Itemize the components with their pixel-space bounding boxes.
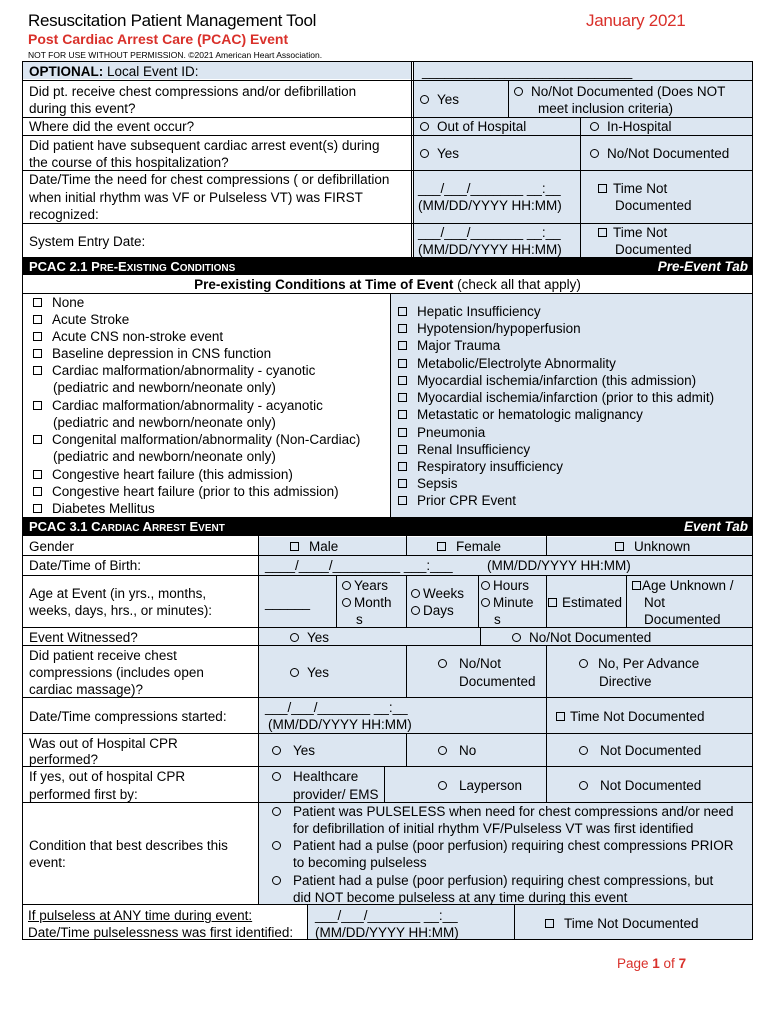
comp-no-radio[interactable]: No/Not xyxy=(438,655,501,672)
comp-yes-radio[interactable]: Yes xyxy=(290,664,329,681)
first-by-hcp-text-2: provider/ EMS xyxy=(293,787,379,802)
condition-acute-stroke-checkbox[interactable]: Acute Stroke xyxy=(33,311,129,328)
comp-label-2: compressions (includes open xyxy=(29,665,204,680)
age-months-radio[interactable]: Month xyxy=(342,594,392,611)
oh-cpr-label: Was out of Hospital CPR xyxy=(29,736,178,751)
age-label-2: weeks, days, hrs., or minutes): xyxy=(29,603,213,618)
condition-text: did NOT become pulseless at any time during this event xyxy=(293,890,628,905)
condition-diabetes-checkbox[interactable]: Diabetes Mellitus xyxy=(33,500,155,517)
comp-start-field[interactable]: ___/___/_______ __:__ xyxy=(265,700,408,715)
age-minutes-radio[interactable]: Minute xyxy=(481,594,534,611)
section-2-1-title: PCAC 2.1 PRE-EXISTING CONDITIONS xyxy=(29,259,236,274)
age-hours-radio[interactable]: Hours xyxy=(481,577,529,594)
event-tab-link[interactable]: Event Tab xyxy=(683,519,748,534)
comp-no-text-2: Documented xyxy=(459,674,536,689)
pulseless-datetime-field[interactable]: ___/___/_______ __:__ xyxy=(315,908,458,923)
optional-label: OPTIONAL: Local Event ID: xyxy=(29,64,199,79)
local-event-id-field[interactable]: ____________________________ xyxy=(422,64,633,79)
q-compressions-text-2: during this event? xyxy=(29,101,136,116)
condition-sepsis-checkbox[interactable]: Sepsis xyxy=(398,475,458,492)
oh-cpr-yes-radio[interactable]: Yes xyxy=(272,742,315,759)
condition-cardiac-acyanotic-checkbox[interactable]: Cardiac malformation/abnormality - acyanotic xyxy=(33,397,323,414)
age-estimated-checkbox[interactable]: Estimated xyxy=(548,594,622,611)
datetime-format-hint: (MM/DD/YYYY HH:MM) xyxy=(315,925,459,940)
page-number: Page 1 of 7 xyxy=(617,956,687,971)
compressions-no-radio[interactable]: No/Not Documented (Does NOT xyxy=(514,83,725,100)
dob-format-hint: (MM/DD/YYYY HH:MM) xyxy=(487,558,631,573)
system-entry-date-field[interactable]: ___/___/_______ __:__ xyxy=(418,225,561,240)
condition-none-checkbox[interactable]: None xyxy=(33,294,84,311)
dob-label: Date/Time of Birth: xyxy=(29,558,142,573)
witnessed-yes-radio[interactable]: Yes xyxy=(290,629,329,646)
age-weeks-radio[interactable]: Weeks xyxy=(411,585,464,602)
condition-metabolic-checkbox[interactable]: Metabolic/Electrolyte Abnormality xyxy=(398,355,616,372)
q-first-recognized-text: Date/Time the need for chest compressions ( or defibrillation xyxy=(29,172,390,187)
condition-pneumonia-checkbox[interactable]: Pneumonia xyxy=(398,424,485,441)
gender-label: Gender xyxy=(29,539,75,554)
comp-start-label: Date/Time compressions started: xyxy=(29,709,227,724)
condition-renal-checkbox[interactable]: Renal Insufficiency xyxy=(398,441,530,458)
age-months-text-2: s xyxy=(356,612,363,627)
first-by-hcp-radio[interactable]: Healthcare xyxy=(272,768,358,785)
age-unknown-checkbox[interactable]: Age Unknown / xyxy=(632,577,734,594)
condition-chf-prior-checkbox[interactable]: Congestive heart failure (prior to this admission) xyxy=(33,483,339,500)
in-hospital-radio[interactable]: In-Hospital xyxy=(590,118,672,135)
oh-cpr-no-radio[interactable]: No xyxy=(438,742,476,759)
condition-pulse-never-radio[interactable]: Patient had a pulse (poor perfusion) requiring chest compressions, but xyxy=(272,872,713,889)
first-recognized-tnd-checkbox[interactable]: Time Not xyxy=(598,180,667,197)
witnessed-no-radio[interactable]: No/Not Documented xyxy=(512,629,651,646)
condition-hepatic-checkbox[interactable]: Hepatic Insufficiency xyxy=(398,303,541,320)
comp-label: Did patient receive chest xyxy=(29,648,177,663)
subsequent-no-radio[interactable]: No/Not Documented xyxy=(590,145,729,162)
conditions-subheading: Pre-existing Conditions at Time of Event (check all that apply) xyxy=(194,277,581,292)
condition-baseline-cns-checkbox[interactable]: Baseline depression in CNS function xyxy=(33,345,271,362)
form-subtitle: Post Cardiac Arrest Care (PCAC) Event xyxy=(28,31,289,47)
tool-title: Resuscitation Patient Management Tool xyxy=(28,11,317,30)
condition-major-trauma-checkbox[interactable]: Major Trauma xyxy=(398,337,500,354)
comp-label-3: cardiac massage)? xyxy=(29,682,144,697)
system-entry-tnd-checkbox[interactable]: Time Not xyxy=(598,224,667,241)
section-3-1-title: PCAC 3.1 CARDIAC ARREST EVENT xyxy=(29,519,225,534)
condition-pulseless-radio[interactable]: Patient was PULSELESS when need for chest compressions and/or need xyxy=(272,803,734,820)
age-minutes-text-2: s xyxy=(494,612,501,627)
age-unknown-text-3: Documented xyxy=(644,612,721,627)
first-by-label: If yes, out of hospital CPR xyxy=(29,769,186,784)
permission-notice: NOT FOR USE WITHOUT PERMISSION. ©2021 American Heart Association. xyxy=(28,50,323,60)
condition-cns-nonstroke-checkbox[interactable]: Acute CNS non-stroke event xyxy=(33,328,223,345)
condition-text: for defibrillation of initial rhythm VF/Pulseless VT was first identified xyxy=(293,821,694,836)
condition-malignancy-checkbox[interactable]: Metastatic or hematologic malignancy xyxy=(398,406,643,423)
condition-pulse-prior-radio[interactable]: Patient had a pulse (poor perfusion) requiring chest compressions PRIOR xyxy=(272,837,733,854)
pulseless-label: If pulseless at ANY time during event: xyxy=(28,908,253,923)
condition-label-2: event: xyxy=(29,855,66,870)
gender-male-checkbox[interactable]: Male xyxy=(290,538,338,555)
first-recognized-datetime-field[interactable]: ___/___/_______ __:__ xyxy=(418,181,561,196)
first-by-layperson-radio[interactable]: Layperson xyxy=(438,777,522,794)
age-unknown-text-2: Not xyxy=(644,595,666,610)
condition-mi-this-checkbox[interactable]: Myocardial ischemia/infarction (this admission) xyxy=(398,372,696,389)
compressions-yes-radio[interactable]: Yes xyxy=(420,91,459,108)
condition-text: to becoming pulseless xyxy=(293,855,427,870)
gender-female-checkbox[interactable]: Female xyxy=(437,538,501,555)
datetime-format-hint: (MM/DD/YYYY HH:MM) xyxy=(418,242,562,257)
compressions-no-text-2: meet inclusion criteria) xyxy=(538,101,674,116)
condition-note: (pediatric and newborn/neonate only) xyxy=(53,415,276,430)
q-subsequent-text: Did patient have subsequent cardiac arrest event(s) during xyxy=(29,138,380,153)
condition-note: (pediatric and newborn/neonate only) xyxy=(53,449,276,464)
datetime-format-hint: (MM/DD/YYYY HH:MM) xyxy=(268,717,412,732)
pulseless-tnd-checkbox[interactable]: Time Not Documented xyxy=(545,915,699,932)
condition-hypotension-checkbox[interactable]: Hypotension/hypoperfusion xyxy=(398,320,581,337)
gender-unknown-checkbox[interactable]: Unknown xyxy=(615,538,690,555)
condition-label: Condition that best describes this xyxy=(29,838,228,853)
subsequent-yes-radio[interactable]: Yes xyxy=(420,145,459,162)
age-years-radio[interactable]: Years xyxy=(342,577,388,594)
datetime-format-hint: (MM/DD/YYYY HH:MM) xyxy=(418,198,562,213)
pulseless-label-2: Date/Time pulselessness was first identified: xyxy=(28,925,294,940)
comp-advance-text-2: Directive xyxy=(599,674,652,689)
witnessed-label: Event Witnessed? xyxy=(29,630,138,645)
oh-cpr-label-2: performed? xyxy=(29,752,99,767)
first-by-nd-radio[interactable]: Not Documented xyxy=(579,777,701,794)
comp-start-tnd-checkbox[interactable]: Time Not Documented xyxy=(556,708,705,725)
condition-cardiac-cyanotic-checkbox[interactable]: Cardiac malformation/abnormality - cyanotic xyxy=(33,362,315,379)
first-by-label-2: performed first by: xyxy=(29,787,138,802)
condition-respiratory-checkbox[interactable]: Respiratory insufficiency xyxy=(398,458,563,475)
system-entry-label: System Entry Date: xyxy=(29,234,146,249)
condition-congenital-checkbox[interactable]: Congenital malformation/abnormality (Non-Cardiac) xyxy=(33,431,360,448)
q-subsequent-text-2: the course of this hospitalization? xyxy=(29,155,229,170)
age-value-field[interactable]: ______ xyxy=(265,595,311,610)
condition-prior-cpr-checkbox[interactable]: Prior CPR Event xyxy=(398,492,516,509)
header-date: January 2021 xyxy=(586,11,686,30)
condition-mi-prior-checkbox[interactable]: Myocardial ischemia/infarction (prior to this admit) xyxy=(398,389,714,406)
age-days-radio[interactable]: Days xyxy=(411,602,454,619)
q-location-text: Where did the event occur? xyxy=(29,119,195,134)
out-of-hospital-radio[interactable]: Out of Hospital xyxy=(420,118,526,135)
tnd-text-2: Documented xyxy=(615,198,692,213)
q-first-recognized-text-2: when initial rhythm was VF or Pulseless VT) was FIRST xyxy=(29,190,363,205)
oh-cpr-nd-radio[interactable]: Not Documented xyxy=(579,742,701,759)
comp-advance-directive-radio[interactable]: No, Per Advance xyxy=(579,655,699,672)
condition-note: (pediatric and newborn/neonate only) xyxy=(53,380,276,395)
dob-field[interactable]: ____/____/_________ ___:___ xyxy=(265,558,453,573)
age-label: Age at Event (in yrs., months, xyxy=(29,586,207,601)
q-first-recognized-text-3: recognized: xyxy=(29,207,99,222)
pre-event-tab-link[interactable]: Pre-Event Tab xyxy=(657,259,748,274)
condition-chf-this-checkbox[interactable]: Congestive heart failure (this admission) xyxy=(33,466,293,483)
q-compressions-text: Did pt. receive chest compressions and/or defibrillation xyxy=(29,84,357,99)
tnd-text-2: Documented xyxy=(615,242,692,257)
